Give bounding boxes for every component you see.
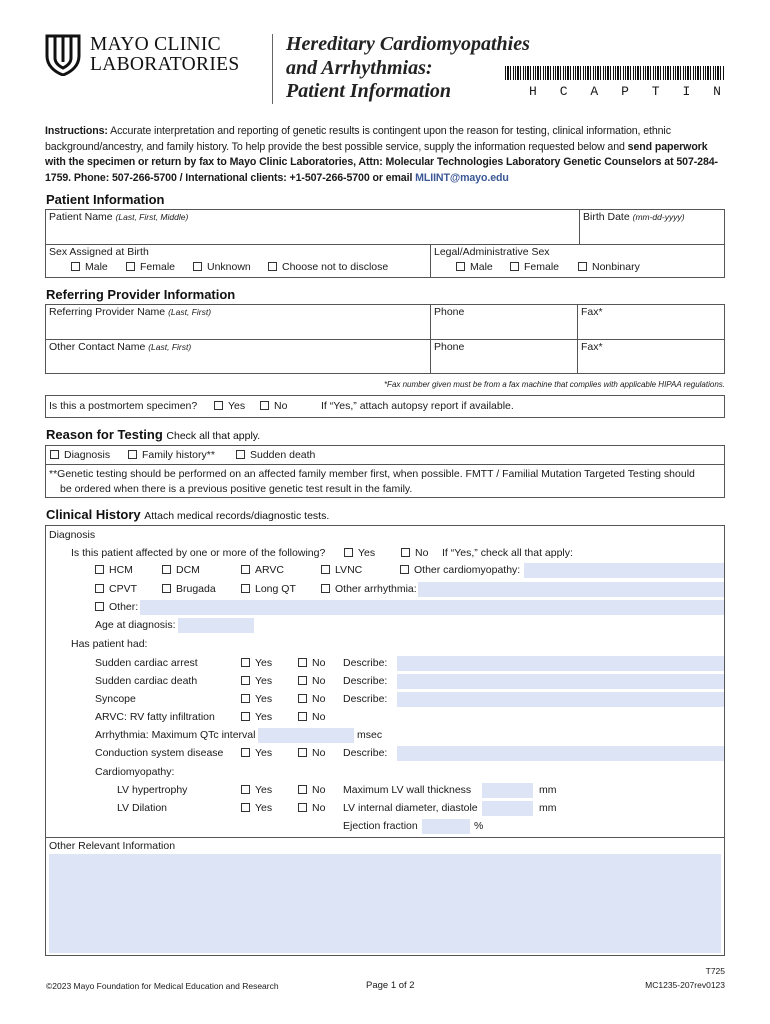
checkbox[interactable] (321, 565, 330, 574)
conduction-no-option[interactable] (298, 747, 325, 759)
reason-box (45, 445, 725, 498)
checkbox[interactable] (260, 401, 269, 410)
affected-yes-option[interactable] (344, 547, 375, 559)
describe-label: Describe: (343, 657, 388, 669)
other-contact-label: Other Contact Name (49, 341, 146, 353)
other-cardiomyopathy-option[interactable] (400, 564, 520, 576)
checkbox[interactable] (298, 803, 307, 812)
hcm-option[interactable] (95, 564, 133, 576)
option-label: No (312, 802, 326, 814)
lv-diameter-input[interactable] (482, 801, 533, 816)
percent-unit: % (474, 820, 484, 832)
checkbox[interactable] (95, 584, 104, 593)
option-label: ARVC (255, 564, 284, 576)
mm-unit: mm (539, 802, 557, 814)
phone-label: Phone (434, 306, 465, 318)
max-lv-wall-label: Maximum LV wall thickness (343, 784, 472, 796)
lv-diameter-label: LV internal diameter, diastole (343, 802, 478, 814)
option-label: Other cardiomyopathy: (414, 564, 521, 576)
age-at-diagnosis-input[interactable] (178, 618, 254, 633)
option-label: Other: (109, 601, 139, 613)
patient-info-box (45, 209, 725, 278)
birth-date-hint: (mm-dd-yyyy) (632, 212, 685, 222)
barcode-char: T (651, 84, 660, 99)
sudden-cardiac-arrest-label: Sudden cardiac arrest (95, 657, 198, 669)
checkbox[interactable] (344, 548, 353, 557)
reason-diagnosis-option[interactable] (50, 449, 110, 461)
affected-no-option[interactable] (401, 547, 428, 559)
form-title-line1: Hereditary Cardiomyopathies (286, 33, 530, 55)
lvd-no-option[interactable] (298, 802, 325, 814)
sex-female-option[interactable] (126, 261, 175, 273)
other-info-input[interactable] (49, 854, 721, 953)
patient-info-heading: Patient Information (46, 192, 165, 207)
arvc-option[interactable] (241, 564, 284, 576)
patient-name-hint: (Last, First, Middle) (115, 212, 189, 222)
option-label: Choose not to disclose (282, 261, 389, 273)
barcode (505, 66, 725, 80)
clinical-history-box (45, 525, 725, 956)
checkbox[interactable] (126, 262, 135, 271)
option-label: Yes (255, 784, 273, 796)
checkbox[interactable] (241, 565, 250, 574)
option-label: Yes (228, 400, 246, 412)
option-label: CPVT (109, 583, 138, 595)
arvc-rv-label: ARVC: RV fatty infiltration (95, 711, 215, 723)
contact-fax-field[interactable] (578, 340, 724, 373)
other-info-label: Other Relevant Information (49, 840, 176, 852)
conduction-yes-option[interactable] (241, 747, 272, 759)
provider-info-box (45, 304, 725, 374)
checkbox[interactable] (298, 748, 307, 757)
describe-label: Describe: (343, 675, 388, 687)
conduction-describe-input[interactable] (397, 746, 724, 761)
sex-undisclosed-option[interactable] (268, 261, 388, 273)
form-title-line2: and Arrhythmias: (286, 57, 433, 79)
checkbox[interactable] (128, 450, 137, 459)
option-label: LVNC (335, 564, 363, 576)
checkbox[interactable] (321, 584, 330, 593)
provider-name-hint: (Last, First) (168, 307, 212, 317)
option-label: No (415, 547, 429, 559)
instructions-bold-text: send paperwork with the specimen or return by fax to Mayo Clinic Laboratories, Attn: Molecular Technologies Laboratory Genetic Counselors at 507-284-1759. Phone: 507-266-5700 / International clients: +1-507-266-5700 or email (45, 140, 718, 184)
checkbox[interactable] (298, 712, 307, 721)
lvd-yes-option[interactable] (241, 802, 272, 814)
checkbox[interactable] (50, 450, 59, 459)
long-qt-option[interactable] (241, 583, 296, 595)
age-at-diagnosis-label: Age at diagnosis: (95, 619, 176, 631)
provider-phone-field[interactable] (431, 305, 578, 340)
mayo-shield-icon (45, 34, 81, 76)
postmortem-row (45, 395, 725, 418)
option-label: No (312, 657, 326, 669)
fax-label: Fax* (581, 306, 603, 318)
option-label: Nonbinary (592, 261, 640, 273)
scd-describe-input[interactable] (397, 674, 724, 689)
option-label: Family history** (142, 449, 215, 461)
reason-note-line2: be ordered when there is a previous positive genetic test result in the family. (60, 483, 413, 495)
checkbox[interactable] (241, 658, 250, 667)
describe-label: Describe: (343, 747, 388, 759)
checkbox[interactable] (214, 401, 223, 410)
barcode-char: H (529, 84, 537, 99)
checkbox[interactable] (298, 694, 307, 703)
checkbox[interactable] (95, 602, 104, 611)
checkbox[interactable] (71, 262, 80, 271)
option-label: Yes (255, 802, 273, 814)
option-label: Male (470, 261, 493, 273)
divider (46, 837, 724, 838)
option-label: No (274, 400, 288, 412)
reason-sudden-death-option[interactable] (236, 449, 315, 461)
lvh-yes-option[interactable] (241, 784, 272, 796)
describe-label: Describe: (343, 693, 388, 705)
option-label: HCM (109, 564, 133, 576)
sca-describe-input[interactable] (397, 656, 724, 671)
ejection-fraction-label: Ejection fraction (343, 820, 418, 832)
page-number: Page 1 of 2 (366, 980, 415, 991)
option-label: Yes (255, 693, 273, 705)
postmortem-yes-option[interactable] (214, 400, 245, 412)
option-label: Other arrhythmia: (335, 583, 417, 595)
qtc-input[interactable] (258, 728, 354, 743)
reason-heading (46, 427, 260, 442)
birth-date-label: Birth Date (583, 211, 630, 223)
checkbox[interactable] (241, 676, 250, 685)
other-condition-input[interactable] (140, 600, 724, 615)
legal-nonbinary-option[interactable] (578, 261, 640, 273)
if-yes-note: If “Yes,” check all that apply: (442, 547, 573, 559)
sudden-cardiac-death-label: Sudden cardiac death (95, 675, 198, 687)
max-lv-wall-input[interactable] (482, 783, 533, 798)
option-label: Yes (255, 747, 273, 759)
option-label: Brugada (176, 583, 216, 595)
reason-note-line1: **Genetic testing should be performed on an affected family member first, when possible. FMTT / Familial Mutation Targeted Testing should (49, 468, 695, 480)
option-label: Yes (255, 711, 273, 723)
sca-no-option[interactable] (298, 657, 325, 669)
lv-hypertrophy-label: LV hypertrophy (117, 784, 188, 796)
checkbox[interactable] (241, 748, 250, 757)
msec-unit: msec (357, 729, 383, 741)
has-patient-had-label: Has patient had: (71, 638, 148, 650)
clinical-heading (46, 507, 329, 522)
copyright: ©2023 Mayo Foundation for Medical Education and Research (46, 981, 279, 991)
mayo-clinic-logo (45, 34, 265, 80)
checkbox[interactable] (298, 658, 307, 667)
checkbox[interactable] (95, 565, 104, 574)
option-label: No (312, 747, 326, 759)
option-label: No (312, 675, 326, 687)
scd-yes-option[interactable] (241, 675, 272, 687)
qtc-label: Arrhythmia: Maximum QTc interval (95, 729, 256, 741)
other-arrhythmia-input[interactable] (418, 582, 724, 597)
ejection-fraction-input[interactable] (422, 819, 470, 834)
option-label: Female (140, 261, 176, 273)
mm-unit: mm (539, 784, 557, 796)
reason-family-history-option[interactable] (128, 449, 215, 461)
instructions-label: Instructions: (45, 125, 108, 137)
legal-sex-label: Legal/Administrative Sex (434, 246, 550, 258)
fax-note: *Fax number given must be from a fax machine that complies with applicable HIPAA regulations. (383, 380, 725, 389)
logo-text-line1: MAYO CLINIC (90, 34, 221, 55)
other-condition-option[interactable] (95, 601, 138, 613)
other-cardiomyopathy-input[interactable] (524, 563, 724, 578)
barcode-char: C (559, 84, 568, 99)
syncope-no-option[interactable] (298, 693, 325, 705)
birth-date-field[interactable] (580, 210, 724, 245)
dcm-option[interactable] (162, 564, 200, 576)
option-label: Sudden death (250, 449, 316, 461)
fax-label: Fax* (581, 341, 603, 353)
option-label: DCM (176, 564, 200, 576)
barcode-char: A (590, 84, 599, 99)
postmortem-question: Is this a postmortem specimen? (49, 400, 198, 412)
arvc-yes-option[interactable] (241, 711, 272, 723)
patient-name-field[interactable] (46, 210, 580, 245)
patient-name-label: Patient Name (49, 211, 113, 223)
provider-name-label: Referring Provider Name (49, 306, 166, 318)
lvnc-option[interactable] (321, 564, 362, 576)
contact-phone-field[interactable] (431, 340, 578, 373)
option-label: Unknown (207, 261, 251, 273)
option-label: Yes (255, 675, 273, 687)
clinical-subheading: Attach medical records/diagnostic tests. (144, 510, 330, 522)
checkbox[interactable] (456, 262, 465, 271)
checkbox[interactable] (268, 262, 277, 271)
option-label: Yes (358, 547, 376, 559)
postmortem-no-option[interactable] (260, 400, 287, 412)
brugada-option[interactable] (162, 583, 216, 595)
legal-female-option[interactable] (510, 261, 559, 273)
option-label: Male (85, 261, 108, 273)
header-divider (272, 34, 273, 104)
lv-dilation-label: LV Dilation (117, 802, 167, 814)
option-label: Diagnosis (64, 449, 111, 461)
sex-unknown-option[interactable] (193, 261, 251, 273)
legal-sex-cell (431, 245, 724, 277)
provider-name-field[interactable] (46, 305, 431, 340)
checkbox[interactable] (298, 785, 307, 794)
checkbox[interactable] (241, 803, 250, 812)
provider-info-heading: Referring Provider Information (46, 287, 236, 302)
instructions (45, 124, 729, 186)
option-label: No (312, 693, 326, 705)
barcode-char: P (621, 84, 629, 99)
checkbox[interactable] (241, 584, 250, 593)
other-contact-hint: (Last, First) (148, 342, 192, 352)
checkbox[interactable] (401, 548, 410, 557)
cpvt-option[interactable] (95, 583, 137, 595)
option-label: Long QT (255, 583, 296, 595)
instructions-text: Accurate interpretation and reporting of genetic results is contingent upon the reason for testing, clinical information, ethnic background/ancestry, and family history. To help provide the best possible service, supply the information requested below and (45, 125, 671, 153)
sex-at-birth-label: Sex Assigned at Birth (49, 246, 149, 258)
divider (46, 464, 724, 465)
sex-at-birth-cell (46, 245, 431, 277)
checkbox[interactable] (400, 565, 409, 574)
checkbox[interactable] (510, 262, 519, 271)
option-label: Female (524, 261, 560, 273)
sex-male-option[interactable] (71, 261, 108, 273)
other-contact-field[interactable] (46, 340, 431, 373)
option-label: Yes (255, 657, 273, 669)
checkbox[interactable] (193, 262, 202, 271)
reason-heading-text: Reason for Testing (46, 427, 163, 442)
logo-text-line2: LABORATORIES (90, 54, 240, 75)
phone-label: Phone (434, 341, 465, 353)
checkbox[interactable] (162, 584, 171, 593)
checkbox[interactable] (578, 262, 587, 271)
sca-yes-option[interactable] (241, 657, 272, 669)
reason-subheading: Check all that apply. (166, 430, 261, 442)
form-title-line3: Patient Information (286, 80, 452, 102)
form-code: T725 (705, 966, 725, 976)
cardiomyopathy-label: Cardiomyopathy: (95, 766, 175, 778)
checkbox[interactable] (241, 785, 250, 794)
option-label: No (312, 784, 326, 796)
postmortem-note: If “Yes,” attach autopsy report if available. (321, 400, 514, 412)
checkbox[interactable] (241, 694, 250, 703)
legal-male-option[interactable] (456, 261, 493, 273)
checkbox[interactable] (298, 676, 307, 685)
affected-question: Is this patient affected by one or more of the following? (71, 547, 326, 559)
provider-fax-field[interactable] (578, 305, 724, 340)
barcode-char: N (713, 84, 721, 99)
checkbox[interactable] (236, 450, 245, 459)
barcode-text (505, 84, 725, 99)
checkbox[interactable] (241, 712, 250, 721)
clinical-heading-text: Clinical History (46, 507, 141, 522)
syncope-label: Syncope (95, 693, 136, 705)
option-label: No (312, 711, 326, 723)
arvc-no-option[interactable] (298, 711, 325, 723)
email-link[interactable]: MLIINT@mayo.edu (415, 171, 509, 184)
other-arrhythmia-option[interactable] (321, 583, 417, 595)
scd-no-option[interactable] (298, 675, 325, 687)
barcode-char: I (682, 84, 691, 99)
checkbox[interactable] (162, 565, 171, 574)
syncope-yes-option[interactable] (241, 693, 272, 705)
syncope-describe-input[interactable] (397, 692, 724, 707)
diagnosis-label: Diagnosis (49, 529, 96, 541)
lvh-no-option[interactable] (298, 784, 325, 796)
conduction-label: Conduction system disease (95, 747, 224, 759)
revision-code: MC1235-207rev0123 (645, 980, 725, 990)
